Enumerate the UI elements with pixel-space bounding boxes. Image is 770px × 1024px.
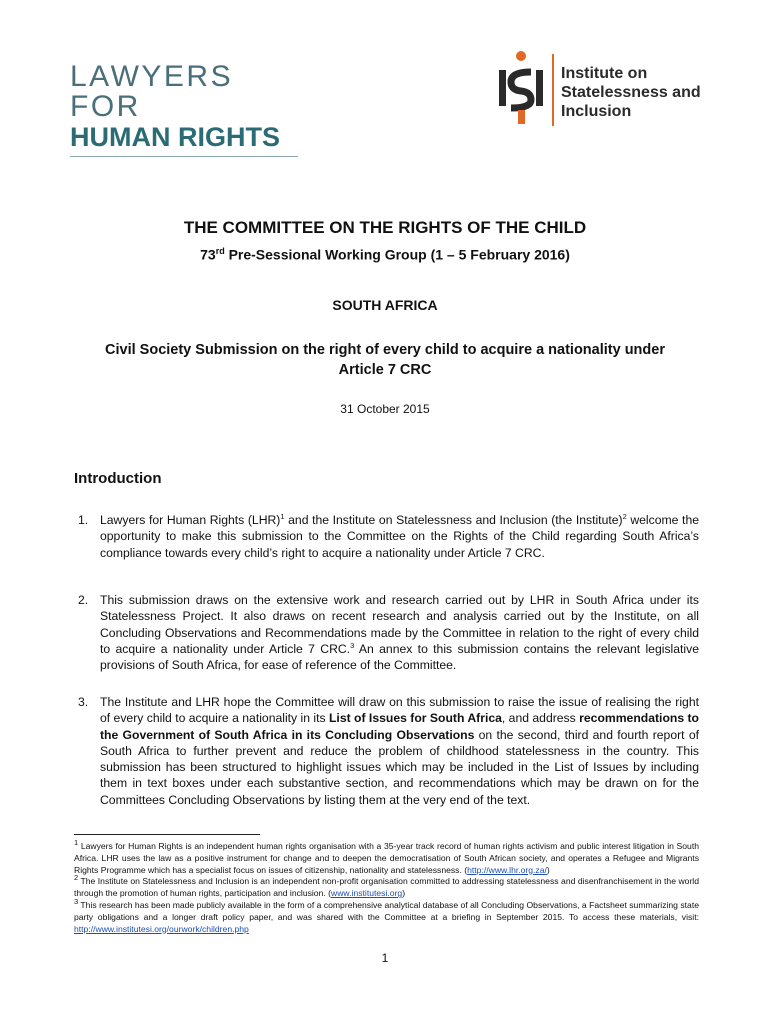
footnote-text: ): [402, 888, 406, 899]
paragraph-3: [74, 694, 699, 808]
paragraph-1: [74, 512, 699, 561]
bold-text-run: recommendations to the Government of South Africa in its Concluding Observations: [100, 711, 700, 742]
paragraph-number: 1.: [78, 513, 89, 527]
text-run: welcome the opportunity to make this submission to the Committee on the Rights of the Child regarding South Africa’s compliance towards every child’s right to acquire a nationality under Article 7 CRC.: [100, 513, 699, 560]
footnote-ref-2[interactable]: 2: [622, 511, 627, 521]
footnote-ref-3[interactable]: 3: [350, 640, 355, 650]
footnote-text: Lawyers for Human Rights is an independent human rights organisation with a 35-year track record of human rights activism and public interest litigation in South Africa. LHR uses the law as a positive instrument for change and to deepen the democratisation of South African society, and operates a Refugee and Migrants Rights Programme which has a specialist focus on issues of citizenship, nationality and statelessness. (: [74, 841, 699, 875]
country-title: SOUTH AFRICA: [332, 297, 438, 313]
lhr-logo-underline: [70, 156, 298, 157]
footnote-ref-1[interactable]: 1: [280, 511, 285, 521]
paragraph-text: [100, 512, 699, 561]
paragraph-text: [100, 694, 699, 808]
text-run: The Institute and LHR hope the Committee will draw on this submission to raise the issue of realising the right of every child to acquire a nationality in its: [100, 695, 699, 726]
lhr-website-link[interactable]: http://www.lhr.org.za/: [467, 864, 547, 875]
footnote-2: [74, 873, 699, 900]
committee-title: THE COMMITTEE ON THE RIGHTS OF THE CHILD: [183, 218, 587, 237]
footnote-text: This research has been made publicly available in the form of a comprehensive analytical database of all Concluding Observations, a Factsheet summarizing state party obligations and a longer draft policy paper, and was shared with the Committee at a briefing in September 2015. To access these materials, visit:: [74, 899, 699, 922]
text-run: An annex to this submission contains the relevant legislative provisions of South Africa, for ease of reference of the Committee.: [100, 641, 699, 673]
isi-logo-text: [561, 64, 701, 121]
footnote-text: The Institute on Statelessness and Inclusion is an independent non-profit organisation committed to addressing statelessness and disenfranchisement in the world through the promotion of human rights, participation and inclusion. (: [74, 876, 699, 899]
footnotes: [74, 838, 699, 935]
text-run: , and address: [501, 711, 580, 726]
text-run: This submission draws on the extensive work and research carried out by LHR in South Africa under its Statelessness Project. It also draws on recent research and analysis carried out by the Institute, on all Concluding Observations and Recommendations made by the Committee in relation to the right of every child to acquire a nationality under Article 7 CRC.: [100, 593, 699, 656]
isi-logo: [495, 50, 710, 128]
page-number: 1: [381, 951, 389, 965]
submission-date: 31 October 2015: [340, 402, 430, 416]
paragraph-2: [74, 592, 699, 673]
lhr-logo: [70, 62, 302, 157]
paragraph-number: 2.: [78, 593, 89, 607]
submission-title: [0, 340, 770, 380]
isi-logo-divider: [552, 54, 554, 126]
institute-website-link[interactable]: www.institutesi.org: [331, 888, 403, 899]
footnote-number: 3: [74, 897, 79, 907]
submission-title-line2: Article 7 CRC: [338, 362, 432, 378]
lhr-logo-line1: LAWYERS FOR: [70, 60, 234, 123]
footnote-number: 1: [74, 838, 79, 848]
isi-mark-icon: [495, 50, 547, 126]
children-materials-link[interactable]: http://www.institutesi.org/ourwork/children.php: [74, 923, 249, 934]
text-run: and the Institute on Statelessness and Inclusion (the Institute): [284, 513, 623, 527]
session-number: 73: [200, 246, 216, 263]
text-run: Lawyers for Human Rights (LHR): [100, 513, 281, 527]
footnote-number: 2: [74, 873, 79, 883]
footnote-1: [74, 838, 699, 876]
paragraph-text: [100, 592, 699, 673]
bold-text-run: List of Issues for South Africa: [328, 711, 502, 726]
text-run: on the second, third and fourth report of South Africa to further prevent and reduce the problem of childhood statelessness in the country. This submission has been structured to highlight issues which may be included in the List of Issues by including them in text boxes under each substantive section, and recommendations which may be drawn on for the Committees Concluding Observations by listing them at the very end of the text.: [100, 727, 699, 807]
introduction-heading: Introduction: [74, 470, 162, 487]
session-rest: Pre-Sessional Working Group (1 – 5 February 2016): [224, 246, 570, 263]
isi-logo-line2: Statelessness and: [561, 84, 701, 101]
footnote-separator: [74, 834, 260, 835]
submission-title-line1: Civil Society Submission on the right of every child to acquire a nationality under: [105, 342, 665, 358]
paragraph-number: 3.: [78, 695, 89, 709]
session-subtitle: [0, 246, 770, 263]
lhr-logo-line2: HUMAN RIGHTS: [70, 122, 280, 152]
footnote-3: [74, 897, 699, 935]
session-ordinal: rd: [215, 246, 225, 256]
isi-logo-line1: Institute on: [561, 65, 648, 82]
isi-logo-line3: Inclusion: [561, 103, 632, 120]
footnote-text: ): [546, 864, 550, 875]
